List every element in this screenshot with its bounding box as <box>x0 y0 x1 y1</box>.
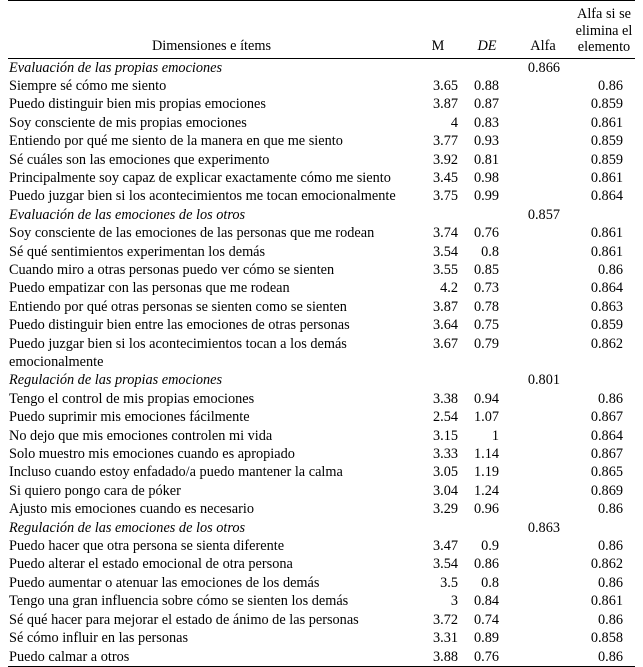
cell-alpha <box>513 151 573 169</box>
cell-mean: 3.05 <box>432 464 458 481</box>
cell-item: Soy consciente de mis propias emociones <box>9 114 247 131</box>
column-header-alpha-if-deleted <box>573 6 635 58</box>
cell-mean: 3.29 <box>432 501 458 518</box>
cell-sd: 0.99 <box>473 188 499 205</box>
cell-alpha-if-deleted: 0.86 <box>597 611 623 628</box>
cell-alpha: 0.866 <box>527 59 560 76</box>
cell-alpha-if-deleted: 0.867 <box>590 446 623 463</box>
cell-item: Principalmente soy capaz de explicar exactamente cómo me siento <box>9 169 391 186</box>
cell-sd: 0.76 <box>473 225 499 242</box>
cell-item: Regulación de las emociones de los otros <box>9 519 246 536</box>
cell-alpha-if-deleted <box>573 519 635 537</box>
cell-mean: 3.77 <box>432 133 458 150</box>
item-row <box>8 537 635 555</box>
cell-alpha <box>513 463 573 481</box>
item-row <box>8 132 635 150</box>
cell-alpha <box>513 279 573 297</box>
cell-sd <box>461 519 513 537</box>
item-row <box>8 574 635 592</box>
cell-item: Puedo empatizar con las personas que me rodean <box>9 280 290 297</box>
cell-alpha-if-deleted <box>573 58 635 77</box>
cell-mean: 4.2 <box>440 280 458 297</box>
cell-sd: 0.8 <box>481 574 499 591</box>
cell-sd <box>461 353 513 371</box>
cell-item: Cuando miro a otras personas puedo ver cómo se sienten <box>9 261 335 278</box>
cell-mean: 3.65 <box>432 77 458 94</box>
item-row <box>8 77 635 95</box>
cell-alpha <box>513 224 573 242</box>
cell-item: Soy consciente de las emociones de las personas que me rodean <box>9 225 375 242</box>
dimension-row <box>8 371 635 389</box>
cell-mean: 3.15 <box>432 427 458 444</box>
cell-item: Incluso cuando estoy enfadado/a puedo mantener la calma <box>9 464 343 481</box>
item-continuation-row <box>8 353 635 371</box>
cell-alpha <box>513 335 573 353</box>
cell-sd: 0.79 <box>473 335 499 352</box>
cell-mean: 2.54 <box>432 409 458 426</box>
cell-mean: 3.45 <box>432 169 458 186</box>
item-row <box>8 408 635 426</box>
cell-sd: 0.96 <box>473 501 499 518</box>
item-row <box>8 500 635 518</box>
item-row <box>8 261 635 279</box>
cell-item: Siempre sé cómo me siento <box>9 77 167 94</box>
cell-mean: 3.38 <box>432 390 458 407</box>
cell-alpha-if-deleted <box>573 353 635 371</box>
cell-alpha <box>513 445 573 463</box>
cell-alpha <box>513 482 573 500</box>
cell-item: Evaluación de las propias emociones <box>9 59 223 76</box>
cell-item: Sé qué hacer para mejorar el estado de ánimo de las personas <box>9 611 359 628</box>
cell-alpha <box>513 555 573 573</box>
item-row <box>8 151 635 169</box>
item-row <box>8 592 635 610</box>
cell-item: Regulación de las propias emociones <box>9 372 223 389</box>
item-row <box>8 555 635 573</box>
cell-sd: 0.9 <box>481 538 499 555</box>
cell-mean: 3.64 <box>432 317 458 334</box>
cell-sd: 0.84 <box>473 593 499 610</box>
cell-item: Sé cuáles son las emociones que experimento <box>9 151 270 168</box>
cell-alpha-if-deleted: 0.86 <box>597 574 623 591</box>
item-row <box>8 611 635 629</box>
cell-alpha <box>513 537 573 555</box>
cell-alpha: 0.857 <box>527 206 560 223</box>
cell-alpha <box>513 629 573 647</box>
cell-alpha <box>513 408 573 426</box>
cell-sd: 0.86 <box>473 556 499 573</box>
cell-alpha-if-deleted: 0.864 <box>590 280 623 297</box>
cell-alpha-if-deleted: 0.859 <box>590 96 623 113</box>
cell-sd: 0.78 <box>473 298 499 315</box>
cell-alpha-if-deleted: 0.86 <box>597 390 623 407</box>
column-header-row <box>8 6 635 58</box>
cell-alpha-if-deleted: 0.865 <box>590 464 623 481</box>
cell-alpha <box>513 316 573 334</box>
cell-sd: 0.98 <box>473 169 499 186</box>
cell-sd: 0.74 <box>473 611 499 628</box>
cell-sd <box>461 371 513 389</box>
cell-alpha <box>513 390 573 408</box>
item-row <box>8 316 635 334</box>
cell-mean: 3.31 <box>432 630 458 647</box>
cell-sd: 1.24 <box>473 482 499 499</box>
cell-alpha <box>513 243 573 261</box>
cell-mean: 3.67 <box>432 335 458 352</box>
dimension-row <box>8 519 635 537</box>
cell-mean: 3.04 <box>432 482 458 499</box>
cell-sd: 0.85 <box>473 261 499 278</box>
cell-alpha-if-deleted: 0.861 <box>590 243 623 260</box>
cell-alpha-if-deleted: 0.86 <box>573 648 635 667</box>
cell-alpha-if-deleted: 0.861 <box>590 225 623 242</box>
cell-item: Puedo juzgar bien si los acontecimientos me tocan emocionalmente <box>9 188 396 205</box>
cell-alpha-if-deleted: 0.86 <box>597 538 623 555</box>
cell-item: Sé qué sentimientos experimentan los demás <box>9 243 266 260</box>
alpha-if-deleted-line-2: elimina el <box>575 22 633 39</box>
cell-sd: 0.83 <box>473 114 499 131</box>
cell-item: Entiendo por qué me siento de la manera en que me siento <box>9 133 343 150</box>
cell-item: Puedo alterar el estado emocional de otra persona <box>9 556 293 573</box>
column-header-mean: M <box>415 6 461 58</box>
cell-item: No dejo que mis emociones controlen mi vida <box>9 427 273 444</box>
cell-mean: 3.87 <box>432 298 458 315</box>
cell-sd <box>461 206 513 224</box>
cell-alpha-if-deleted: 0.863 <box>590 298 623 315</box>
column-header-items: Dimensiones e ítems <box>8 6 415 58</box>
cell-alpha <box>513 592 573 610</box>
cell-sd: 0.88 <box>473 77 499 94</box>
cell-mean <box>415 519 461 537</box>
table-body <box>8 58 635 666</box>
cell-mean: 3.72 <box>432 611 458 628</box>
item-row <box>8 629 635 647</box>
cell-item: Si quiero pongo cara de póker <box>9 482 181 499</box>
cell-alpha-if-deleted: 0.864 <box>590 427 623 444</box>
descriptive-statistics-table <box>8 0 635 667</box>
alpha-if-deleted-line-1: Alfa si se <box>577 6 631 22</box>
cell-sd: 1 <box>491 427 499 444</box>
cell-sd <box>461 58 513 77</box>
cell-item: Sé cómo influir en las personas <box>9 630 189 647</box>
cell-alpha-if-deleted: 0.862 <box>590 556 623 573</box>
dimension-row <box>8 206 635 224</box>
cell-alpha <box>513 298 573 316</box>
cell-alpha-if-deleted <box>573 206 635 224</box>
cell-alpha-if-deleted: 0.858 <box>590 630 623 647</box>
cell-alpha-if-deleted: 0.861 <box>590 169 623 186</box>
cell-item: Evaluación de las emociones de los otros <box>9 206 246 223</box>
cell-alpha <box>513 187 573 205</box>
cell-item: Puedo distinguir bien mis propias emociones <box>9 96 266 113</box>
cell-alpha <box>513 261 573 279</box>
cell-alpha-if-deleted: 0.867 <box>590 409 623 426</box>
column-header-sd: DE <box>461 6 513 58</box>
cell-item: Puedo juzgar bien si los acontecimientos tocan a los demás <box>9 335 347 352</box>
cell-sd: 1.14 <box>473 446 499 463</box>
cell-alpha-if-deleted: 0.86 <box>597 77 623 94</box>
cell-alpha <box>513 648 573 667</box>
cell-alpha <box>513 353 573 371</box>
cell-item: emocionalmente <box>9 354 104 370</box>
cell-alpha-if-deleted: 0.859 <box>590 151 623 168</box>
dimension-row <box>8 58 635 77</box>
cell-sd: 1.19 <box>473 464 499 481</box>
cell-mean: 3.47 <box>432 538 458 555</box>
cell-item: Tengo una gran influencia sobre cómo se sienten los demás <box>9 593 349 610</box>
cell-mean: 3.5 <box>440 574 458 591</box>
cell-sd: 0.81 <box>473 151 499 168</box>
cell-sd: 1.07 <box>473 409 499 426</box>
cell-mean: 3.88 <box>415 648 461 667</box>
item-row <box>8 187 635 205</box>
alpha-if-deleted-line-3: elemento <box>577 39 631 55</box>
item-row <box>8 427 635 445</box>
cell-alpha-if-deleted: 0.859 <box>590 317 623 334</box>
column-header-alpha: Alfa <box>513 6 573 58</box>
item-row <box>8 95 635 113</box>
cell-mean: 3.55 <box>432 261 458 278</box>
cell-alpha-if-deleted: 0.86 <box>597 261 623 278</box>
item-row <box>8 335 635 353</box>
cell-alpha <box>513 114 573 132</box>
item-row <box>8 482 635 500</box>
cell-sd: 0.73 <box>473 280 499 297</box>
cell-alpha: 0.863 <box>527 519 560 536</box>
cell-mean: 3.33 <box>432 446 458 463</box>
cell-alpha-if-deleted: 0.86 <box>597 501 623 518</box>
cell-alpha <box>513 574 573 592</box>
cell-mean: 3.54 <box>432 243 458 260</box>
cell-alpha-if-deleted: 0.861 <box>590 114 623 131</box>
cell-alpha-if-deleted: 0.864 <box>590 188 623 205</box>
cell-sd: 0.76 <box>461 648 513 667</box>
cell-alpha <box>513 169 573 187</box>
cell-alpha-if-deleted: 0.861 <box>590 593 623 610</box>
cell-mean <box>415 353 461 371</box>
cell-alpha <box>513 500 573 518</box>
cell-alpha-if-deleted: 0.869 <box>590 482 623 499</box>
item-row <box>8 243 635 261</box>
cell-mean: 3.54 <box>432 556 458 573</box>
cell-alpha <box>513 427 573 445</box>
cell-alpha <box>513 77 573 95</box>
cell-alpha <box>513 611 573 629</box>
cell-item: Ajusto mis emociones cuando es necesario <box>9 501 254 518</box>
cell-mean <box>415 206 461 224</box>
cell-mean: 3.87 <box>432 96 458 113</box>
item-row <box>8 279 635 297</box>
cell-item: Puedo aumentar o atenuar las emociones de los demás <box>9 574 320 591</box>
item-row <box>8 463 635 481</box>
cell-item: Tengo el control de mis propias emociones <box>9 390 255 407</box>
cell-alpha <box>513 132 573 150</box>
item-row <box>8 224 635 242</box>
cell-item: Entiendo por qué otras personas se sienten como se sienten <box>9 298 347 315</box>
item-row <box>8 298 635 316</box>
item-row <box>8 648 635 667</box>
cell-alpha-if-deleted <box>573 371 635 389</box>
cell-alpha <box>513 95 573 113</box>
cell-mean <box>415 371 461 389</box>
cell-alpha: 0.801 <box>527 372 560 389</box>
cell-mean: 3.75 <box>432 188 458 205</box>
cell-sd: 0.93 <box>473 133 499 150</box>
cell-mean <box>415 58 461 77</box>
table-header <box>8 1 635 59</box>
cell-alpha-if-deleted: 0.859 <box>590 133 623 150</box>
cell-item: Puedo suprimir mis emociones fácilmente <box>9 409 250 426</box>
cell-alpha-if-deleted: 0.862 <box>590 335 623 352</box>
cell-mean: 3 <box>450 593 458 610</box>
cell-mean: 4 <box>450 114 458 131</box>
cell-item: Puedo distinguir bien entre las emociones de otras personas <box>9 317 350 334</box>
cell-sd: 0.8 <box>481 243 499 260</box>
cell-mean: 3.74 <box>432 225 458 242</box>
cell-sd: 0.87 <box>473 96 499 113</box>
cell-item: Puedo hacer que otra persona se sienta diferente <box>9 538 285 555</box>
item-row <box>8 169 635 187</box>
cell-item: Puedo calmar a otros <box>8 648 415 667</box>
cell-sd: 0.94 <box>473 390 499 407</box>
item-row <box>8 114 635 132</box>
cell-mean: 3.92 <box>432 151 458 168</box>
cell-item: Solo muestro mis emociones cuando es apropiado <box>9 446 295 463</box>
cell-sd: 0.89 <box>473 630 499 647</box>
item-row <box>8 445 635 463</box>
item-row <box>8 390 635 408</box>
cell-sd: 0.75 <box>473 317 499 334</box>
